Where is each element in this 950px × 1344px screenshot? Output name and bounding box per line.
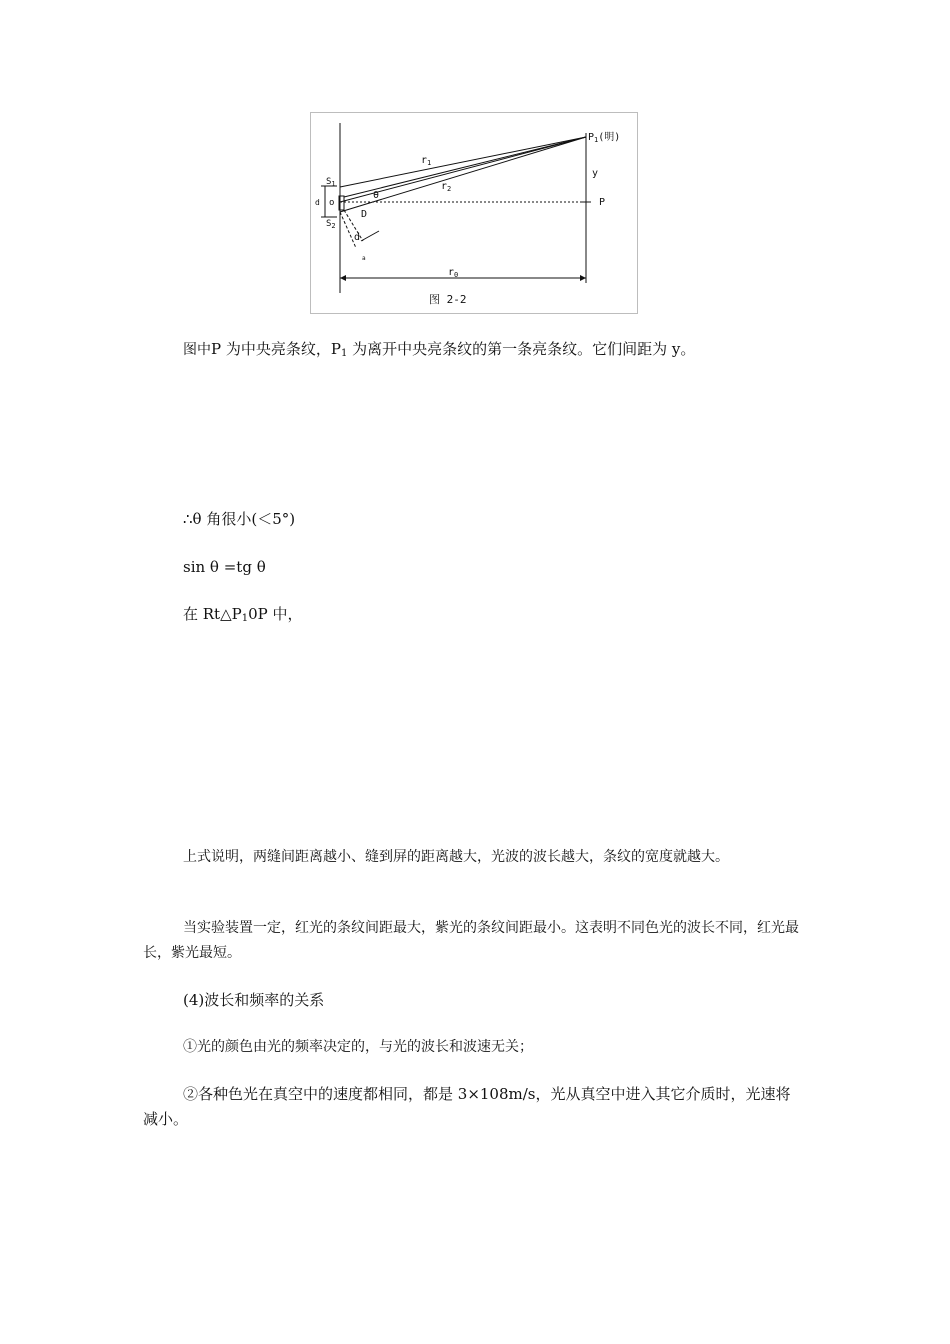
r0-arrow-right xyxy=(580,275,586,281)
label-delta: d xyxy=(354,232,361,243)
paragraph-1 xyxy=(143,337,805,366)
line-rt xyxy=(183,602,823,631)
double-slit-diagram xyxy=(311,113,637,313)
label-o: o xyxy=(329,198,335,208)
label-r1: $r_1$ xyxy=(421,155,432,167)
label-d-big: D xyxy=(361,209,368,220)
line-theta: ∴θ 角很小(＜5°) xyxy=(183,510,296,528)
label-p: P xyxy=(599,197,606,208)
r0-arrow-left xyxy=(340,275,346,281)
para1-p1-sub: 1 xyxy=(340,348,348,359)
line-sin: sin θ =tg θ xyxy=(183,558,266,576)
label-r2: $r_2$ xyxy=(441,181,452,193)
heading-4: (4)波长和频率的关系 xyxy=(183,991,325,1009)
ray-inner xyxy=(344,137,586,197)
label-s2: $S_2$ xyxy=(326,219,336,230)
figure-caption: 图 2-2 xyxy=(429,293,467,306)
item-2: ②各种色光在真空中的速度都相同，都是 3×108m/s，光从真空中进入其它介质时，光速将减小。 xyxy=(143,1085,791,1128)
line-rt-post: 0P 中， xyxy=(248,605,303,623)
label-d-small: d xyxy=(315,198,320,207)
paragraph-3: 当实验装置一定，红光的条纹间距最大，紫光的条纹间距最小。这表明不同色光的波长不同，红光最长，紫光最短。 xyxy=(143,920,799,961)
label-r0: $r_0$ xyxy=(448,267,459,279)
ray-r1 xyxy=(340,137,586,187)
line-rt-pre: 在 Rt△P xyxy=(183,605,242,623)
paragraph-2: 上式说明，两缝间距离越小、缝到屏的距离越大，光波的波长越大，条纹的宽度就越大。 xyxy=(183,849,729,865)
para1-rest: 为离开中央亮条纹的第一条亮条纹。它们间距为 y。 xyxy=(347,340,696,358)
para1-pre: 图中 xyxy=(183,342,211,358)
line-rt-sub: 1 xyxy=(241,613,249,624)
label-y: y xyxy=(592,168,599,179)
label-s1: $S_1$ xyxy=(326,177,336,188)
label-a: a xyxy=(362,255,366,262)
double-slit-figure xyxy=(310,112,638,314)
para1-p1: P xyxy=(330,340,341,358)
label-p1: $P_1$(明) xyxy=(588,132,621,144)
delta-arrow xyxy=(361,231,379,241)
para1-p: P 为中央亮条纹， xyxy=(211,340,331,358)
item-1: ①光的颜色由光的频率决定的，与光的波长和波速无关； xyxy=(183,1039,533,1055)
label-theta: θ xyxy=(373,190,380,201)
